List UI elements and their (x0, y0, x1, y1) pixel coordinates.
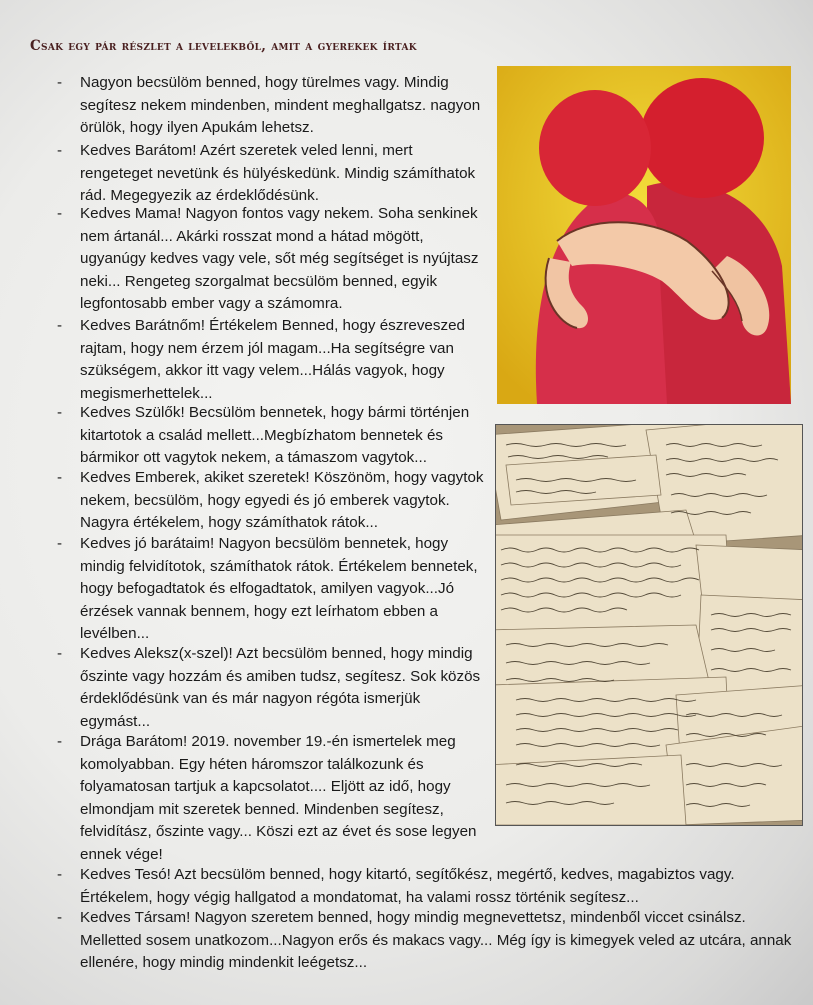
bullet: - (57, 733, 63, 750)
list-item (57, 203, 488, 316)
bullet: - (57, 317, 63, 334)
list-item-text: Kedves Barátom! Azért szeretek veled lenni, mert rengeteget nevetünk és hülyéskedünk. Mindig számíthatok rád. Megegyezik az érdeklődésünk. (80, 142, 476, 205)
page-heading: Csak egy pár részlet a levelekből, amit a gyerekek írtak (30, 38, 417, 54)
list-item-text: Kedves Emberek, akiket szeretek! Köszönöm, hogy vagytok nekem, becsülöm, hogy egyedi és jó emberek vagytok. Nagyra értékelem, hogy számíthatok rátok... (80, 469, 484, 532)
bullet: - (57, 404, 63, 421)
list-item (57, 731, 488, 867)
handwritten-letters-photo (495, 424, 803, 826)
bullet: - (57, 645, 63, 662)
bullet: - (57, 535, 63, 552)
list-item-text: Kedves Mama! Nagyon fontos vagy nekem. Soha senkinek nem ártanál... Akárki rosszat mond a hátad mögött, ugyanúgy kedves vagy vele, sőt még segítséget is nyújtasz neki... Rengeteg szorgalmat becsülöm benned, egyik legfontosabb ember vagy a számomra. (80, 205, 479, 313)
list-item (57, 907, 792, 975)
list-item (57, 467, 488, 535)
list-item-text: Kedves Szülők! Becsülöm bennetek, hogy bármi történjen kitartotok a család mellett...Megbízhatom bennetek és bármikor ott vagytok nekem, a támaszom vagytok... (80, 404, 470, 467)
list-item (57, 643, 488, 733)
list-item-text: Kedves jó barátaim! Nagyon becsülöm bennetek, hogy mindig felvidítotok, számíthatok rátok. Értékelem bennetek, hogy befogadtatok és elfogadtatok, amilyen vagyok...Jó érzések vannak bennem, hogy ezt leírhatom ebben a levélben... (80, 535, 478, 643)
hug-drawing (497, 66, 791, 404)
list-item-text: Kedves Tesó! Azt becsülöm benned, hogy kitartó, segítőkész, megértő, kedves, magabiztos vagy. Értékelem, hogy végig hallgatod a mondatomat, ha valami rossz történik segítesz... (80, 866, 735, 906)
list-item (57, 140, 488, 208)
list-item (57, 864, 792, 909)
letters-collage (496, 425, 802, 825)
bullet: - (57, 909, 63, 926)
list-item-text: Kedves Aleksz(x-szel)! Azt becsülöm benned, hogy mindig őszinte vagy hozzám és amiben tudsz, segítesz. Sok közös érdeklődésünk van és már nagyon régóta ismerjük egymást... (80, 645, 481, 730)
list-item-text: Nagyon becsülöm benned, hogy türelmes vagy. Mindig segítesz nekem mindenben, mindent meghallgatsz. nagyon örülök, hogy ilyen Apukám lehetsz. (80, 74, 481, 137)
list-item-text: Drága Barátom! 2019. november 19.-én ismertelek meg komolyabban. Egy héten háromszor találkozunk és folyamatosan tartjuk a kapcsolatot.... Eljött az idő, hogy elmondjam mit szeretek benned. Mindenben segítesz, felvidítász, őszinte vagy... Köszi ezt az évet és sose legyen ennek vége! (80, 733, 477, 863)
list-item-text: Kedves Barátnőm! Értékelem Benned, hogy észreveszed rajtam, hogy nem érzem jól magam...Ha segítségre van szükségem, akkor itt vagy velem...Hálás vagyok, hogy megismerhettelek... (80, 317, 465, 402)
bullet: - (57, 205, 63, 222)
list-item (57, 402, 488, 470)
bullet: - (57, 866, 63, 883)
list-item (57, 315, 488, 405)
bullet: - (57, 74, 63, 91)
bullet: - (57, 142, 63, 159)
bullet: - (57, 469, 63, 486)
list-item (57, 72, 488, 140)
list-item-text: Kedves Társam! Nagyon szeretem benned, hogy mindig megnevettetsz, mindenből viccet csinálsz. Melletted sosem unatkozom...Nagyon erős és makacs vagy... Még így is kimegyek veled az utcára, annak ellenére, hogy mindig mindenkit leégetsz... (80, 909, 792, 972)
list-item (57, 533, 488, 646)
hug-illustration (497, 66, 791, 404)
